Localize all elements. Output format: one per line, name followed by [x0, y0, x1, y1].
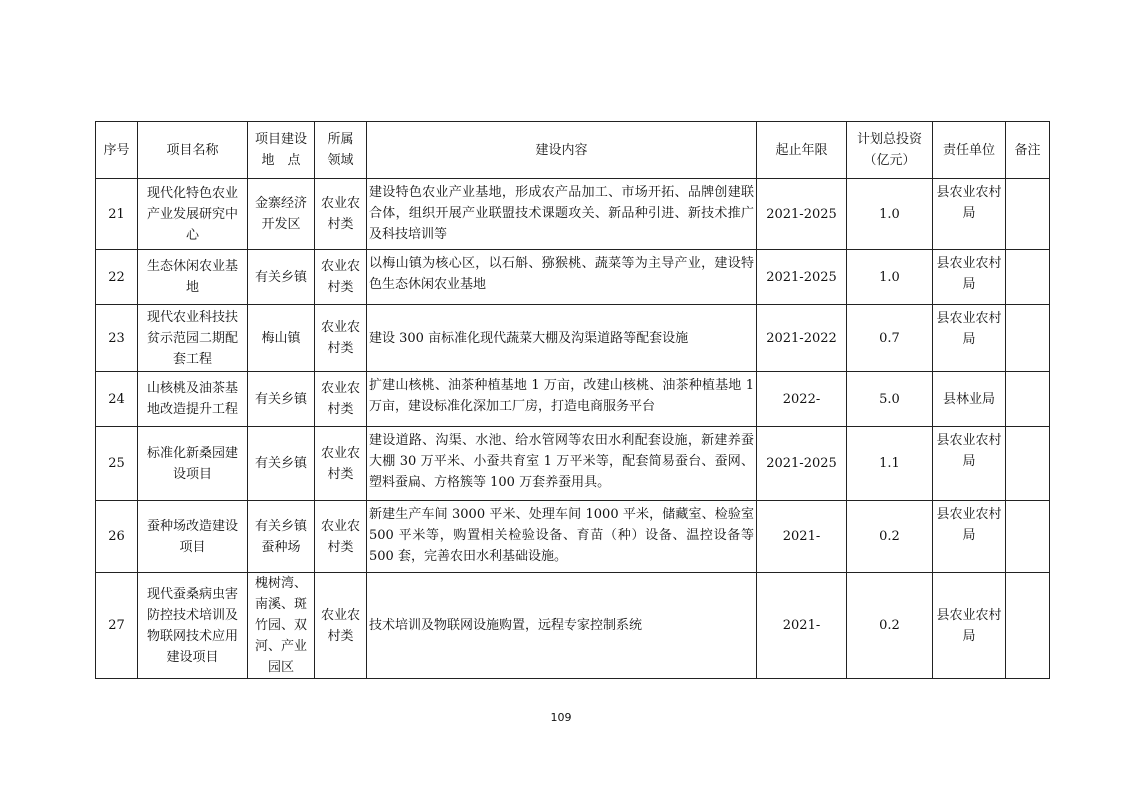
header-location-line1: 项目建设 [254, 132, 307, 147]
cell-location: 有关乡镇 [248, 427, 315, 501]
cell-investment: 0.2 [847, 573, 933, 679]
header-investment-line2: （亿元） [863, 153, 916, 168]
cell-field: 农业农村类 [315, 179, 367, 250]
header-field-line2: 领域 [327, 153, 354, 168]
cell-content: 建设特色农业产业基地，形成农产品加工、市场开拓、品牌创建联合体，组织开展产业联盟技术课题攻关、新品种引进、新技术推广及科技培训等 [367, 179, 757, 250]
page-number: 109 [550, 711, 572, 724]
cell-unit: 县林业局 [933, 372, 1006, 427]
cell-unit: 县农业农村局 [933, 427, 1006, 501]
cell-investment: 0.7 [847, 305, 933, 372]
cell-period: 2021- [757, 573, 847, 679]
table-row [96, 573, 1050, 679]
cell-project-name: 蚕种场改造建设项目 [138, 501, 248, 573]
cell-field: 农业农村类 [315, 305, 367, 372]
cell-period: 2021-2025 [757, 179, 847, 250]
cell-content: 技术培训及物联网设施购置，远程专家控制系统 [367, 573, 757, 679]
cell-seq: 26 [96, 501, 138, 573]
header-field-line1: 所属 [327, 132, 354, 147]
cell-remark [1006, 179, 1050, 250]
cell-seq: 23 [96, 305, 138, 372]
cell-seq: 25 [96, 427, 138, 501]
cell-content: 建设道路、沟渠、水池、给水管网等农田水利配套设施，新建养蚕大棚 30 万平米、小蚕共育室 1 万平米等，配套简易蚕台、蚕网、塑料蚕扁、方格簇等 100 万套养蚕用具。 [367, 427, 757, 501]
cell-unit: 县农业农村局 [933, 179, 1006, 250]
table-row [96, 501, 1050, 573]
cell-field: 农业农村类 [315, 573, 367, 679]
cell-project-name: 标准化新桑园建设项目 [138, 427, 248, 501]
cell-project-name: 现代农业科技扶贫示范园二期配套工程 [138, 305, 248, 372]
header-period: 起止年限 [757, 122, 847, 179]
cell-period: 2021- [757, 501, 847, 573]
header-investment-line1: 计划总投资 [856, 132, 922, 147]
cell-unit: 县农业农村局 [933, 250, 1006, 305]
table-row [96, 372, 1050, 427]
cell-unit: 县农业农村局 [933, 305, 1006, 372]
cell-content: 新建生产车间 3000 平米、处理车间 1000 平米，储藏室、检验室 500 平米等，购置相关检验设备、育苗（种）设备、温控设备等 500 套，完善农田水利基础设施。 [367, 501, 757, 573]
cell-remark [1006, 305, 1050, 372]
header-investment [847, 122, 933, 179]
cell-content: 以梅山镇为核心区，以石斛、猕猴桃、蔬菜等为主导产业，建设特色生态休闲农业基地 [367, 250, 757, 305]
cell-location: 梅山镇 [248, 305, 315, 372]
cell-field: 农业农村类 [315, 427, 367, 501]
header-name: 项目名称 [138, 122, 248, 179]
header-location [248, 122, 315, 179]
project-table [95, 121, 1050, 679]
cell-period: 2021-2025 [757, 427, 847, 501]
cell-location: 有关乡镇蚕种场 [248, 501, 315, 573]
cell-project-name: 山核桃及油茶基地改造提升工程 [138, 372, 248, 427]
cell-unit: 县农业农村局 [933, 501, 1006, 573]
cell-seq: 27 [96, 573, 138, 679]
cell-remark [1006, 573, 1050, 679]
cell-investment: 0.2 [847, 501, 933, 573]
header-field [315, 122, 367, 179]
cell-location: 有关乡镇 [248, 372, 315, 427]
cell-unit: 县农业农村局 [933, 573, 1006, 679]
table-row [96, 427, 1050, 501]
cell-field: 农业农村类 [315, 250, 367, 305]
cell-period: 2021-2022 [757, 305, 847, 372]
cell-location: 槐树湾、南溪、斑竹园、双河、产业园区 [248, 573, 315, 679]
cell-remark [1006, 250, 1050, 305]
cell-location: 有关乡镇 [248, 250, 315, 305]
cell-project-name: 现代蚕桑病虫害防控技术培训及物联网技术应用建设项目 [138, 573, 248, 679]
header-seq: 序号 [96, 122, 138, 179]
cell-content: 建设 300 亩标准化现代蔬菜大棚及沟渠道路等配套设施 [367, 305, 757, 372]
header-remark: 备注 [1006, 122, 1050, 179]
cell-project-name: 生态休闲农业基地 [138, 250, 248, 305]
cell-seq: 22 [96, 250, 138, 305]
header-content: 建设内容 [367, 122, 757, 179]
cell-field: 农业农村类 [315, 372, 367, 427]
cell-field: 农业农村类 [315, 501, 367, 573]
table-row [96, 305, 1050, 372]
cell-period: 2022- [757, 372, 847, 427]
cell-remark [1006, 427, 1050, 501]
cell-location: 金寨经济开发区 [248, 179, 315, 250]
table-row [96, 179, 1050, 250]
cell-investment: 1.0 [847, 179, 933, 250]
cell-remark [1006, 501, 1050, 573]
cell-content: 扩建山核桃、油茶种植基地 1 万亩，改建山核桃、油茶种植基地 1 万亩，建设标准化深加工厂房，打造电商服务平台 [367, 372, 757, 427]
cell-period: 2021-2025 [757, 250, 847, 305]
cell-seq: 24 [96, 372, 138, 427]
header-unit: 责任单位 [933, 122, 1006, 179]
table-row [96, 250, 1050, 305]
header-location-line2: 地 点 [261, 153, 301, 168]
cell-investment: 1.1 [847, 427, 933, 501]
cell-remark [1006, 372, 1050, 427]
table-header-row [96, 122, 1050, 179]
cell-investment: 5.0 [847, 372, 933, 427]
cell-seq: 21 [96, 179, 138, 250]
cell-investment: 1.0 [847, 250, 933, 305]
cell-project-name: 现代化特色农业产业发展研究中心 [138, 179, 248, 250]
